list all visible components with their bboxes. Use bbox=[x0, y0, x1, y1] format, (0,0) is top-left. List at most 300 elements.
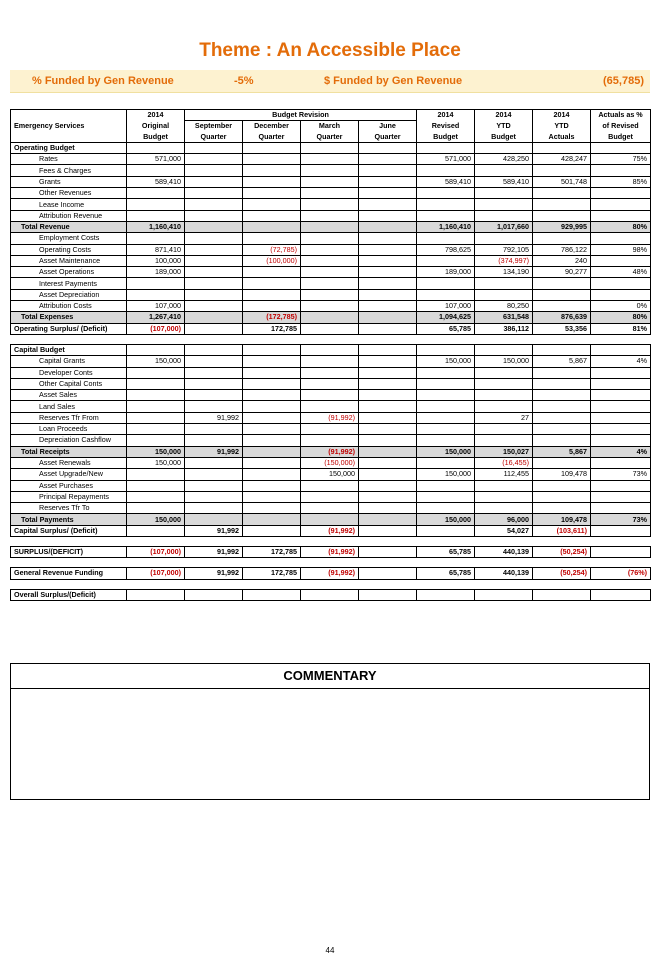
header-cell: YTD bbox=[475, 121, 533, 132]
value-cell bbox=[591, 503, 651, 514]
value-cell: 107,000 bbox=[417, 301, 475, 312]
header-cell: 2014 bbox=[127, 110, 185, 121]
value-cell bbox=[301, 312, 359, 323]
value-cell bbox=[533, 199, 591, 210]
value-cell bbox=[243, 210, 301, 221]
header-row-1 bbox=[11, 110, 651, 121]
header-cell bbox=[11, 132, 127, 143]
row-label: Depreciation Cashflow bbox=[11, 435, 127, 446]
table-row bbox=[11, 525, 651, 536]
value-cell bbox=[359, 424, 417, 435]
table-row bbox=[11, 412, 651, 423]
value-cell: 150,000 bbox=[417, 356, 475, 367]
row-label: SURPLUS/(DEFICIT) bbox=[11, 546, 127, 557]
header-cell-section-name: Emergency Services bbox=[11, 121, 127, 132]
value-cell: 189,000 bbox=[417, 267, 475, 278]
value-cell bbox=[301, 267, 359, 278]
value-cell bbox=[243, 199, 301, 210]
header-cell: September bbox=[185, 121, 243, 132]
value-cell bbox=[243, 525, 301, 536]
row-label: Total Revenue bbox=[11, 221, 127, 232]
header-cell: Budget bbox=[417, 132, 475, 143]
value-cell: 798,625 bbox=[417, 244, 475, 255]
amt-funded-label: $ Funded by Gen Revenue bbox=[324, 75, 463, 87]
value-cell bbox=[591, 424, 651, 435]
value-cell bbox=[591, 199, 651, 210]
header-cell: December bbox=[243, 121, 301, 132]
value-cell bbox=[185, 589, 243, 600]
header-cell: March bbox=[301, 121, 359, 132]
value-cell bbox=[417, 142, 475, 153]
value-cell bbox=[301, 210, 359, 221]
value-cell: 876,639 bbox=[533, 312, 591, 323]
value-cell: (76%) bbox=[591, 568, 651, 579]
value-cell: 1,160,410 bbox=[127, 221, 185, 232]
value-cell bbox=[475, 424, 533, 435]
value-cell bbox=[185, 344, 243, 355]
value-cell: 871,410 bbox=[127, 244, 185, 255]
header-cell: Quarter bbox=[359, 132, 417, 143]
value-cell bbox=[359, 188, 417, 199]
value-cell bbox=[475, 401, 533, 412]
value-cell bbox=[127, 503, 185, 514]
value-cell bbox=[243, 367, 301, 378]
value-cell bbox=[301, 301, 359, 312]
value-cell bbox=[417, 278, 475, 289]
value-cell bbox=[127, 289, 185, 300]
value-cell bbox=[301, 199, 359, 210]
value-cell: 150,000 bbox=[417, 446, 475, 457]
total-row bbox=[11, 514, 651, 525]
value-cell: 134,190 bbox=[475, 267, 533, 278]
value-cell bbox=[301, 278, 359, 289]
value-cell bbox=[301, 221, 359, 232]
value-cell bbox=[359, 568, 417, 579]
row-label: Interest Payments bbox=[11, 278, 127, 289]
commentary-heading: COMMENTARY bbox=[11, 664, 649, 689]
table-row bbox=[11, 233, 651, 244]
value-cell: (16,455) bbox=[475, 457, 533, 468]
value-cell bbox=[243, 491, 301, 502]
value-cell bbox=[243, 154, 301, 165]
header-cell: Budget bbox=[475, 132, 533, 143]
value-cell bbox=[417, 210, 475, 221]
table-row bbox=[11, 188, 651, 199]
spacer-cell bbox=[11, 334, 651, 344]
value-cell: 81% bbox=[591, 323, 651, 334]
value-cell bbox=[359, 255, 417, 266]
value-cell bbox=[127, 480, 185, 491]
section-row bbox=[11, 344, 651, 355]
table-row bbox=[11, 469, 651, 480]
row-label: Capital Budget bbox=[11, 344, 127, 355]
value-cell bbox=[591, 435, 651, 446]
row-label: Grants bbox=[11, 176, 127, 187]
value-cell: 4% bbox=[591, 356, 651, 367]
header-cell: Revised bbox=[417, 121, 475, 132]
value-cell: 80,250 bbox=[475, 301, 533, 312]
value-cell: 428,247 bbox=[533, 154, 591, 165]
table-row bbox=[11, 401, 651, 412]
value-cell bbox=[591, 255, 651, 266]
value-cell bbox=[533, 412, 591, 423]
value-cell bbox=[127, 165, 185, 176]
value-cell bbox=[185, 233, 243, 244]
value-cell: 631,548 bbox=[475, 312, 533, 323]
value-cell bbox=[417, 367, 475, 378]
value-cell bbox=[591, 457, 651, 468]
value-cell: (172,785) bbox=[243, 312, 301, 323]
value-cell: 91,992 bbox=[185, 525, 243, 536]
value-cell bbox=[359, 356, 417, 367]
row-label: Fees & Charges bbox=[11, 165, 127, 176]
row-label: Overall Surplus/(Deficit) bbox=[11, 589, 127, 600]
value-cell bbox=[359, 323, 417, 334]
value-cell: 53,356 bbox=[533, 323, 591, 334]
value-cell bbox=[475, 289, 533, 300]
value-cell: 1,160,410 bbox=[417, 221, 475, 232]
value-cell bbox=[591, 142, 651, 153]
value-cell bbox=[301, 344, 359, 355]
value-cell bbox=[417, 503, 475, 514]
table-row bbox=[11, 278, 651, 289]
header-cell: June bbox=[359, 121, 417, 132]
value-cell bbox=[301, 503, 359, 514]
total-row bbox=[11, 446, 651, 457]
value-cell bbox=[533, 491, 591, 502]
pct-funded-label: % Funded by Gen Revenue bbox=[32, 75, 174, 87]
value-cell bbox=[475, 165, 533, 176]
value-cell bbox=[475, 503, 533, 514]
value-cell bbox=[359, 401, 417, 412]
value-cell bbox=[243, 424, 301, 435]
value-cell bbox=[301, 165, 359, 176]
value-cell bbox=[417, 188, 475, 199]
value-cell bbox=[127, 390, 185, 401]
value-cell bbox=[301, 514, 359, 525]
value-cell: 240 bbox=[533, 255, 591, 266]
value-cell bbox=[301, 356, 359, 367]
value-cell: 589,410 bbox=[475, 176, 533, 187]
row-label: Operating Costs bbox=[11, 244, 127, 255]
value-cell bbox=[185, 469, 243, 480]
spacer-row bbox=[11, 579, 651, 589]
value-cell bbox=[533, 401, 591, 412]
value-cell bbox=[533, 210, 591, 221]
value-cell bbox=[359, 589, 417, 600]
value-cell bbox=[127, 491, 185, 502]
value-cell bbox=[591, 480, 651, 491]
value-cell bbox=[243, 356, 301, 367]
value-cell: (107,000) bbox=[127, 546, 185, 557]
value-cell: (50,254) bbox=[533, 546, 591, 557]
row-label: Attribution Revenue bbox=[11, 210, 127, 221]
header-cell: 2014 bbox=[417, 110, 475, 121]
value-cell bbox=[591, 378, 651, 389]
value-cell: 150,000 bbox=[417, 514, 475, 525]
value-cell: (91,992) bbox=[301, 412, 359, 423]
value-cell bbox=[243, 344, 301, 355]
value-cell bbox=[243, 378, 301, 389]
value-cell bbox=[417, 390, 475, 401]
value-cell bbox=[591, 491, 651, 502]
value-cell: 91,992 bbox=[185, 546, 243, 557]
row-label: Reserves Tfr From bbox=[11, 412, 127, 423]
value-cell: 96,000 bbox=[475, 514, 533, 525]
value-cell bbox=[359, 546, 417, 557]
value-cell bbox=[359, 390, 417, 401]
value-cell bbox=[359, 491, 417, 502]
value-cell bbox=[417, 401, 475, 412]
value-cell bbox=[301, 142, 359, 153]
value-cell bbox=[533, 589, 591, 600]
value-cell bbox=[301, 424, 359, 435]
value-cell: 107,000 bbox=[127, 301, 185, 312]
value-cell bbox=[359, 469, 417, 480]
header-cell: Budget bbox=[127, 132, 185, 143]
total-row bbox=[11, 312, 651, 323]
value-cell bbox=[301, 435, 359, 446]
table-row bbox=[11, 255, 651, 266]
table-row bbox=[11, 367, 651, 378]
value-cell bbox=[243, 503, 301, 514]
value-cell: (100,000) bbox=[243, 255, 301, 266]
value-cell bbox=[591, 165, 651, 176]
value-cell: 65,785 bbox=[417, 568, 475, 579]
value-cell bbox=[185, 514, 243, 525]
value-cell: (72,785) bbox=[243, 244, 301, 255]
value-cell bbox=[475, 344, 533, 355]
value-cell: 5,867 bbox=[533, 356, 591, 367]
value-cell bbox=[417, 457, 475, 468]
value-cell bbox=[417, 255, 475, 266]
value-cell bbox=[243, 289, 301, 300]
table-row bbox=[11, 289, 651, 300]
value-cell bbox=[417, 424, 475, 435]
value-cell: (103,611) bbox=[533, 525, 591, 536]
value-cell bbox=[417, 344, 475, 355]
value-cell bbox=[243, 457, 301, 468]
value-cell bbox=[475, 188, 533, 199]
row-label: Operating Budget bbox=[11, 142, 127, 153]
page-title: Theme : An Accessible Place bbox=[199, 40, 461, 61]
value-cell bbox=[301, 244, 359, 255]
row-label: Asset Purchases bbox=[11, 480, 127, 491]
value-cell: 440,139 bbox=[475, 546, 533, 557]
value-cell bbox=[301, 390, 359, 401]
value-cell bbox=[359, 221, 417, 232]
value-cell bbox=[533, 344, 591, 355]
value-cell bbox=[127, 278, 185, 289]
value-cell: 91,992 bbox=[185, 568, 243, 579]
value-cell bbox=[475, 491, 533, 502]
value-cell bbox=[475, 278, 533, 289]
value-cell bbox=[475, 589, 533, 600]
spacer-cell bbox=[11, 558, 651, 568]
value-cell bbox=[185, 356, 243, 367]
row-label: Asset Sales bbox=[11, 390, 127, 401]
value-cell bbox=[185, 244, 243, 255]
value-cell bbox=[475, 480, 533, 491]
value-cell bbox=[185, 278, 243, 289]
value-cell bbox=[243, 390, 301, 401]
value-cell bbox=[243, 446, 301, 457]
value-cell bbox=[185, 142, 243, 153]
value-cell bbox=[185, 424, 243, 435]
value-cell: 73% bbox=[591, 514, 651, 525]
value-cell bbox=[243, 233, 301, 244]
value-cell bbox=[533, 503, 591, 514]
value-cell bbox=[243, 221, 301, 232]
value-cell bbox=[475, 199, 533, 210]
spacer-cell bbox=[11, 579, 651, 589]
commentary-box bbox=[10, 663, 650, 800]
header-cell: Actuals as % bbox=[591, 110, 651, 121]
value-cell bbox=[533, 188, 591, 199]
row-label: Lease Income bbox=[11, 199, 127, 210]
value-cell bbox=[475, 367, 533, 378]
header-cell: Quarter bbox=[301, 132, 359, 143]
value-cell bbox=[127, 424, 185, 435]
value-cell bbox=[417, 480, 475, 491]
value-cell bbox=[185, 312, 243, 323]
value-cell: 90,277 bbox=[533, 267, 591, 278]
value-cell bbox=[359, 503, 417, 514]
spacer-row bbox=[11, 558, 651, 568]
value-cell bbox=[301, 289, 359, 300]
value-cell bbox=[533, 367, 591, 378]
row-label: Employment Costs bbox=[11, 233, 127, 244]
value-cell bbox=[185, 267, 243, 278]
value-cell bbox=[591, 289, 651, 300]
value-cell bbox=[185, 378, 243, 389]
value-cell: 172,785 bbox=[243, 568, 301, 579]
value-cell bbox=[359, 244, 417, 255]
amt-funded-value: (65,785) bbox=[603, 75, 644, 87]
value-cell bbox=[591, 589, 651, 600]
value-cell: 1,094,625 bbox=[417, 312, 475, 323]
value-cell bbox=[359, 278, 417, 289]
row-label: Asset Depreciation bbox=[11, 289, 127, 300]
value-cell bbox=[417, 378, 475, 389]
value-cell bbox=[359, 457, 417, 468]
value-cell bbox=[417, 491, 475, 502]
value-cell bbox=[127, 378, 185, 389]
value-cell bbox=[359, 367, 417, 378]
value-cell bbox=[417, 525, 475, 536]
row-label: Total Payments bbox=[11, 514, 127, 525]
value-cell bbox=[591, 344, 651, 355]
value-cell bbox=[185, 480, 243, 491]
value-cell bbox=[301, 480, 359, 491]
value-cell bbox=[185, 199, 243, 210]
value-cell bbox=[243, 469, 301, 480]
value-cell bbox=[417, 289, 475, 300]
table-row bbox=[11, 378, 651, 389]
value-cell bbox=[185, 401, 243, 412]
table-row bbox=[11, 154, 651, 165]
row-label: Loan Proceeds bbox=[11, 424, 127, 435]
value-cell bbox=[185, 367, 243, 378]
header-cell: 2014 bbox=[475, 110, 533, 121]
value-cell: 150,000 bbox=[127, 457, 185, 468]
value-cell: (91,992) bbox=[301, 568, 359, 579]
table-row bbox=[11, 589, 651, 600]
value-cell bbox=[301, 589, 359, 600]
value-cell bbox=[301, 233, 359, 244]
value-cell: 80% bbox=[591, 221, 651, 232]
total-row bbox=[11, 221, 651, 232]
value-cell: 65,785 bbox=[417, 323, 475, 334]
value-cell: 172,785 bbox=[243, 323, 301, 334]
table-row bbox=[11, 323, 651, 334]
value-cell bbox=[185, 435, 243, 446]
value-cell: 150,000 bbox=[127, 356, 185, 367]
value-cell bbox=[533, 378, 591, 389]
value-cell bbox=[533, 480, 591, 491]
table-row bbox=[11, 301, 651, 312]
value-cell bbox=[359, 142, 417, 153]
value-cell bbox=[591, 233, 651, 244]
row-label: Operating Surplus/ (Deficit) bbox=[11, 323, 127, 334]
value-cell: (374,997) bbox=[475, 255, 533, 266]
value-cell bbox=[127, 142, 185, 153]
value-cell bbox=[243, 176, 301, 187]
value-cell: 792,105 bbox=[475, 244, 533, 255]
header-cell: Actuals bbox=[533, 132, 591, 143]
value-cell bbox=[359, 514, 417, 525]
value-cell: 85% bbox=[591, 176, 651, 187]
header-cell-budget-revision: Budget Revision bbox=[185, 110, 417, 121]
value-cell: 5,867 bbox=[533, 446, 591, 457]
value-cell bbox=[533, 301, 591, 312]
value-cell bbox=[475, 435, 533, 446]
value-cell: 150,000 bbox=[127, 446, 185, 457]
row-label: Other Revenues bbox=[11, 188, 127, 199]
value-cell: 4% bbox=[591, 446, 651, 457]
value-cell bbox=[591, 210, 651, 221]
header-row-2 bbox=[11, 121, 651, 132]
value-cell bbox=[243, 435, 301, 446]
value-cell: (50,254) bbox=[533, 568, 591, 579]
value-cell bbox=[359, 210, 417, 221]
value-cell bbox=[417, 589, 475, 600]
header-cell: Original bbox=[127, 121, 185, 132]
value-cell bbox=[127, 210, 185, 221]
value-cell bbox=[591, 390, 651, 401]
value-cell bbox=[417, 412, 475, 423]
value-cell bbox=[533, 233, 591, 244]
value-cell: 150,000 bbox=[127, 514, 185, 525]
value-cell bbox=[185, 210, 243, 221]
value-cell: 100,000 bbox=[127, 255, 185, 266]
value-cell bbox=[417, 435, 475, 446]
value-cell bbox=[301, 176, 359, 187]
value-cell: 27 bbox=[475, 412, 533, 423]
value-cell: 109,478 bbox=[533, 514, 591, 525]
value-cell bbox=[359, 312, 417, 323]
row-label: Principal Repayments bbox=[11, 491, 127, 502]
value-cell bbox=[475, 142, 533, 153]
header-cell: Quarter bbox=[185, 132, 243, 143]
table-row bbox=[11, 568, 651, 579]
row-label: Other Capital Conts bbox=[11, 378, 127, 389]
table-row bbox=[11, 435, 651, 446]
value-cell bbox=[301, 491, 359, 502]
value-cell bbox=[185, 457, 243, 468]
value-cell: 150,000 bbox=[301, 469, 359, 480]
row-label: Land Sales bbox=[11, 401, 127, 412]
